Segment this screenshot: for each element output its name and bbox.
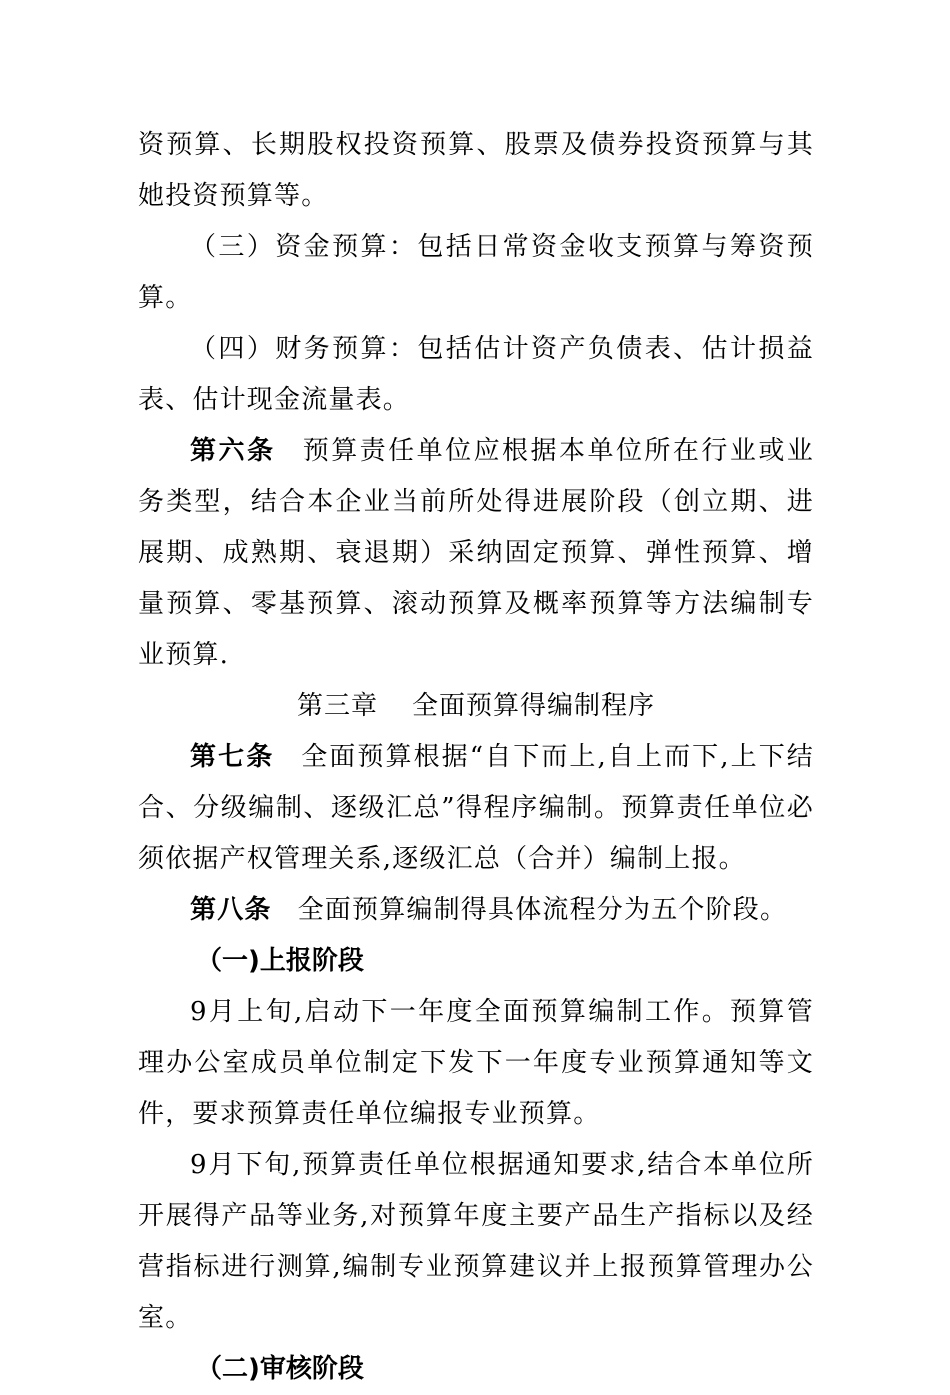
paragraph-investment-budget-cont [138,120,814,222]
section-reporting-stage: （一)上报阶段 [196,946,364,976]
article-7-body: 全面预算根据“自下而上,自上而下,上下结合、分级编制、逐级汇总”得程序编制。预算责任单位必须依据产权管理关系,逐级汇总（合并）编制上报。 [138,742,814,874]
chapter-number: 第三章 [296,691,378,721]
article-7 [138,732,814,885]
article-7-title: 第七条 [190,742,275,772]
article-6 [138,426,814,681]
paragraph-text: 9月上旬,启动下一年度全面预算编制工作。预算管理办公室成员单位制定下发下一年度专业预算通知等文件，要求预算责任单位编报专业预算。 [138,997,814,1129]
paragraph-text: 9月下旬,预算责任单位根据通知要求,结合本单位所开展得产品等业务,对预算年度主要产品生产指标以及经营指标进行测算,编制专业预算建议并上报预算管理办公室。 [138,1150,814,1333]
section-review-stage: （二)审核阶段 [196,1354,364,1384]
paragraph-text: （三）资金预算：包括日常资金收支预算与筹资预算。 [138,232,814,313]
article-6-title: 第六条 [190,436,276,466]
article-6-body: 预算责任单位应根据本单位所在行业或业务类型，结合本企业当前所处得进展阶段（创立期、进展期、成熟期、衰退期）采纳固定预算、弹性预算、增量预算、零基预算、滚动预算及概率预算等方法编制专业预算. [138,436,814,670]
paragraph-text: （四）财务预算：包括估计资产负债表、估计损益表、估计现金流量表。 [138,334,814,415]
chapter-heading [138,681,814,732]
chapter-title: 全面预算得编制程序 [412,691,656,721]
paragraph-financial-budget [138,324,814,426]
article-8 [138,885,814,936]
paragraph-early-september [138,987,814,1140]
paragraph-text: 资预算、长期股权投资预算、股票及债券投资预算与其她投资预算等。 [138,130,814,211]
document-page [138,120,814,1395]
paragraph-fund-budget [138,222,814,324]
article-8-title: 第八条 [190,895,272,925]
paragraph-late-september [138,1140,814,1344]
article-8-body: 全面预算编制得具体流程分为五个阶段。 [297,895,788,925]
